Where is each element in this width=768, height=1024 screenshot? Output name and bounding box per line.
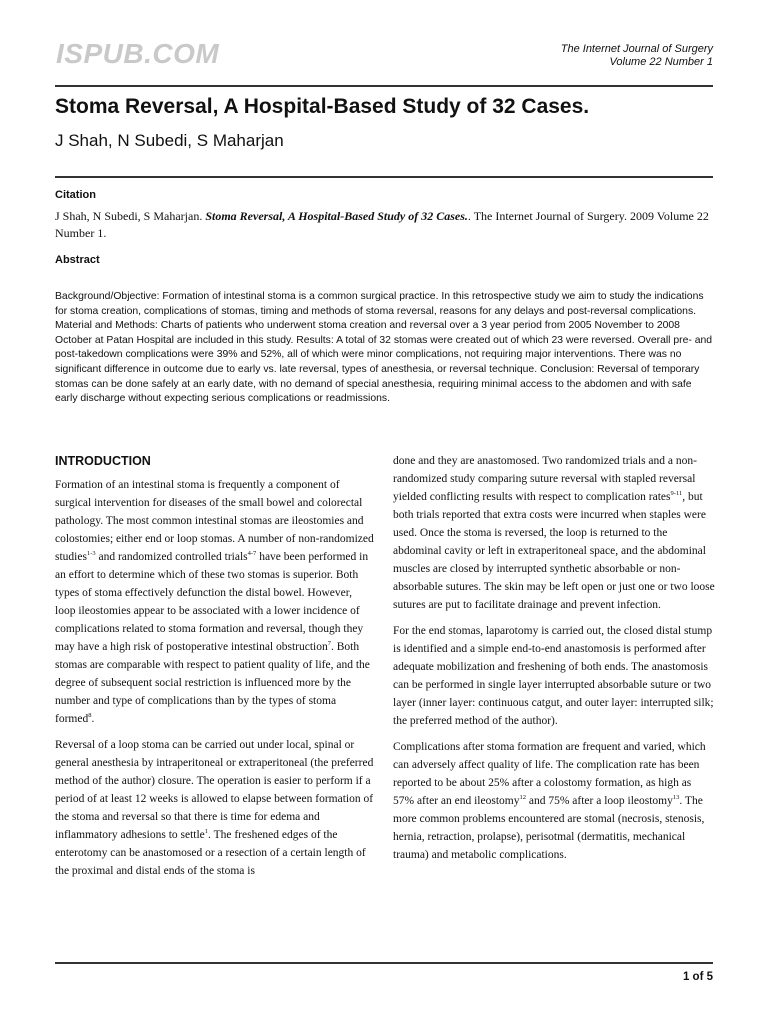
text-run: Formation of an intestinal stoma is frequently a component of surgical intervention for diseases of the small bowel and colorectal pathology. The most common intestinal stomas are ileostomies and colostomies; either end or loop stomas. A number of non-randomized studies (55, 479, 374, 563)
text-run: done and they are anastomosed. Two randomized trials and a non-randomized study comparing suture reversal with stapled reversal yielded conflicting results with respect to complication rates (393, 455, 697, 503)
citation-text (55, 208, 715, 242)
abstract-text: Background/Objective: Formation of intestinal stoma is a common surgical practice. In this retrospective study we aim to study the indications for stoma creation, complications of stomas, timing and methods of stoma reversal, reasons for any delays and post-reversal complications. Material and Methods: Charts of patients who underwent stoma creation and reversal over a 3 year period from 2005 November to 2008 October at Patan Hospital are included in this study. Results: A total of 32 stomas were created out of which 23 were reversed. Overall pre- and post-takedown complications were 39% and 52%, all of which were minor complications, not requiring major interventions. There was no significant difference in outcome due to early vs. late reversal, types of anesthesia, or reversal technique. Conclusion: Reversal of temporary stomas can be done safely at an early date, with no demand of special anesthesia, requiring minimal access to the abdomen and with safe early discharge without expecting serious complications or readmissions. (55, 291, 713, 405)
citation-heading: Citation (55, 189, 96, 201)
text-run: and 75% after a loop ileostomy (525, 795, 673, 807)
citation-title: Stoma Reversal, A Hospital-Based Study of 32 Cases. (205, 209, 468, 223)
reference-superscript: 9-11 (670, 490, 683, 497)
paragraph-1 (55, 476, 375, 728)
citation-authors: J Shah, N Subedi, S Maharjan. (55, 209, 203, 223)
section-heading-introduction: INTRODUCTION (55, 454, 151, 468)
title-rule (55, 176, 713, 178)
footer-rule (55, 962, 713, 964)
article-title: Stoma Reversal, A Hospital-Based Study of 32 Cases. (55, 95, 590, 118)
journal-info (561, 43, 713, 69)
reference-superscript: 8 (88, 712, 92, 719)
paragraph-4: For the end stomas, laparotomy is carried out, the closed distal stump is identified and a simple end-to-end anastomosis is performed after adequate mobilization and freshening of both ends. The anastomosis can be performed in single layer interrupted absorbable suture or two layer (inner layer: continuous catgut, and outer layer: interrupted silk; the preferred method of the author). (393, 625, 714, 727)
text-run: . The freshened edges of the enterotomy can be anastomosed or a resection of a certain length of the proximal and distal ends of the stoma is (55, 829, 366, 877)
text-run: , but both trials reported that extra costs were incurred when staples were used. Once the stoma is reversed, the loop is returned to the abdominal cavity or left in extraperitoneal space, and the abdominal muscles are closed by interrupted synthetic absorbable or non-absorbable sutures. The skin may be left open or just one or two loose sutures are put to facilitate drainage and prevent infection. (393, 491, 715, 611)
body-column-left (55, 452, 375, 888)
paragraph-3 (393, 452, 715, 614)
header-rule (55, 85, 713, 87)
text-run: . Both stomas are comparable with respect to patient quality of life, and the degree of subsequent social restriction is influenced more by the number and type of complications than by the types of stoma formed (55, 641, 370, 725)
reference-superscript: 12 (519, 794, 526, 801)
text-run: . (91, 713, 95, 725)
reference-superscript: 13 (672, 794, 680, 801)
text-run: Complications after stoma formation are frequent and varied, which can adversely affect quality of life. The complication rate has been reported to be about 25% after a colostomy formation, as high as 57% after an end ileostomy (393, 741, 706, 807)
body-column-right (393, 452, 715, 872)
reference-superscript: 1-3 (86, 550, 96, 557)
text-run: have been performed in an effort to determine which of these two stomas is superior. Both types of stoma effectively defunction the distal bowel. However, loop ileostomies appear to be associated with a lower incidence of complications related to stoma formation and reversal, though they may have a high risk of postoperative intestinal obstruction (55, 551, 369, 653)
reference-superscript: 4-7 (247, 550, 257, 557)
journal-volume: Volume 22 Number 1 (609, 56, 713, 68)
abstract-heading: Abstract (55, 254, 100, 266)
citation-rest: . The Internet Journal of Surgery. 2009 Volume 22 Number 1. (55, 209, 709, 240)
site-logo: ISPUB.COM (56, 38, 220, 69)
page-number: 1 of 5 (682, 971, 713, 983)
paragraph-5 (393, 738, 715, 864)
text-run: . The more common problems encountered are stomal (necrosis, stenosis, hernia, retraction, prolapse), perisotmal (dermatitis, mechanical trauma) and metabolic complications. (393, 795, 705, 861)
text-run: Reversal of a loop stoma can be carried out under local, spinal or general anesthesia by intraperitoneal or extraperitoneal (the preferred method of the author) closure. The operation is easier to perform if a period of at least 12 weeks is allowed to elapse between formation of the stoma and reversal so that there is time for edema and inflammatory adhesions to settle (55, 739, 374, 841)
text-run: and randomized controlled trials (95, 551, 248, 563)
paragraph-2 (55, 736, 375, 880)
journal-name: The Internet Journal of Surgery (560, 43, 713, 55)
article-authors: J Shah, N Subedi, S Maharjan (55, 131, 284, 150)
reference-superscript: 7 (327, 640, 331, 647)
reference-superscript: 1 (204, 828, 209, 835)
